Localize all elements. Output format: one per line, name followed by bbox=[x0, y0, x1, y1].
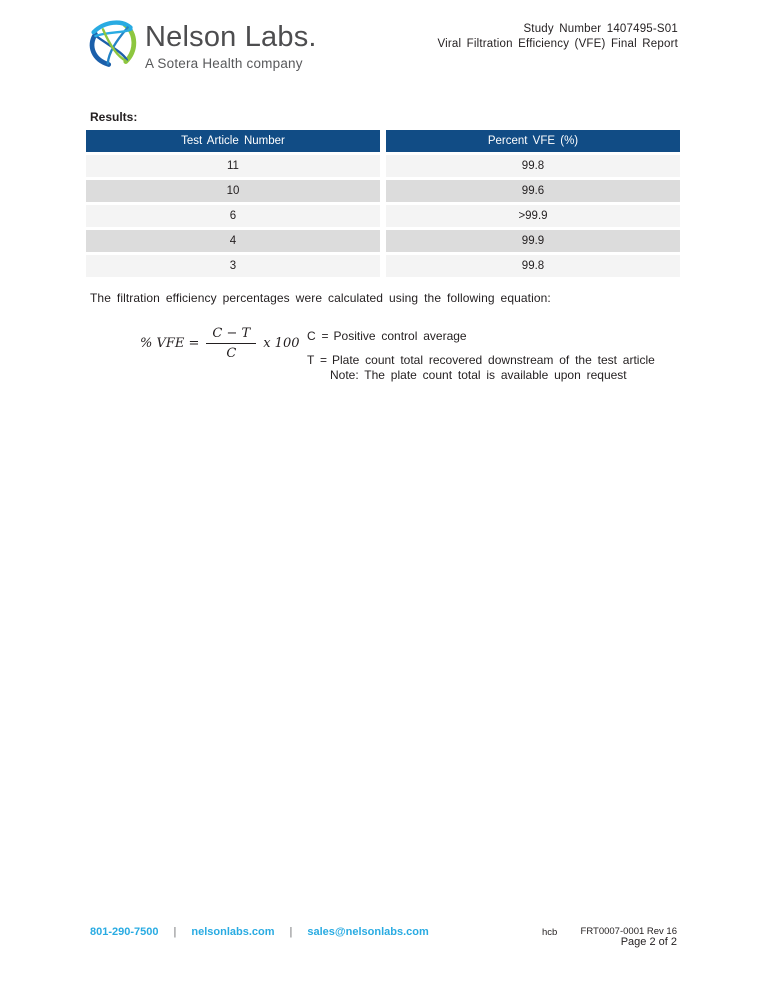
nelson-labs-logo bbox=[84, 18, 317, 73]
footer-form-reference: FRT0007-0001 Rev 16 bbox=[580, 926, 677, 937]
table-cell-vfe: 99.8 bbox=[386, 255, 680, 277]
legend-t-definition: Plate count total recovered downstream of the test article bbox=[331, 353, 655, 367]
footer-page-number: Page 2 of 2 bbox=[620, 936, 677, 948]
column-header-percent-vfe: Percent VFE (%) bbox=[386, 130, 680, 152]
results-table bbox=[86, 130, 680, 277]
footer-website-link[interactable]: nelsonlabs.com bbox=[191, 926, 275, 938]
formula-numerator: C − T bbox=[206, 326, 256, 344]
vfe-formula bbox=[140, 326, 299, 361]
results-heading: Results: bbox=[90, 110, 138, 124]
legend-note: Note: The plate count total is available upon request bbox=[330, 368, 627, 382]
equation-intro-text: The filtration efficiency percentages were calculated using the following equation: bbox=[90, 291, 551, 305]
legend-c-term: C = bbox=[307, 329, 329, 343]
table-cell-vfe: >99.9 bbox=[386, 205, 680, 227]
logo-tagline: A Sotera Health company bbox=[145, 56, 303, 71]
footer-phone-link[interactable]: 801-290-7500 bbox=[90, 926, 159, 938]
legend-c-line bbox=[307, 329, 655, 343]
table-cell-vfe: 99.6 bbox=[386, 180, 680, 202]
column-header-test-article: Test Article Number bbox=[86, 130, 380, 152]
table-cell-article: 11 bbox=[86, 155, 380, 177]
formula-legend bbox=[307, 329, 655, 382]
formula-denominator: C bbox=[226, 346, 237, 361]
footer-separator: | bbox=[289, 926, 293, 938]
legend-t-term: T = bbox=[307, 353, 327, 367]
table-cell-vfe: 99.8 bbox=[386, 155, 680, 177]
footer-contact-links bbox=[90, 926, 429, 938]
nelson-labs-globe-icon bbox=[84, 18, 141, 73]
table-cell-vfe: 99.9 bbox=[386, 230, 680, 252]
formula-suffix: x 100 bbox=[263, 336, 300, 351]
footer-initials: hcb bbox=[542, 927, 558, 938]
study-number: Study Number 1407495-S01 bbox=[523, 23, 678, 35]
legend-t-line bbox=[307, 353, 655, 367]
formula-fraction bbox=[206, 326, 256, 361]
table-cell-article: 3 bbox=[86, 255, 380, 277]
table-cell-article: 6 bbox=[86, 205, 380, 227]
footer-separator: | bbox=[173, 926, 177, 938]
report-header bbox=[437, 22, 678, 51]
logo-wordmark: Nelson Labs. bbox=[145, 21, 317, 53]
report-title: Viral Filtration Efficiency (VFE) Final Report bbox=[437, 37, 678, 50]
table-cell-article: 10 bbox=[86, 180, 380, 202]
formula-lhs: % VFE = bbox=[140, 336, 200, 351]
footer-email-link[interactable]: sales@nelsonlabs.com bbox=[307, 926, 429, 938]
legend-c-definition: Positive control average bbox=[333, 329, 467, 343]
table-cell-article: 4 bbox=[86, 230, 380, 252]
